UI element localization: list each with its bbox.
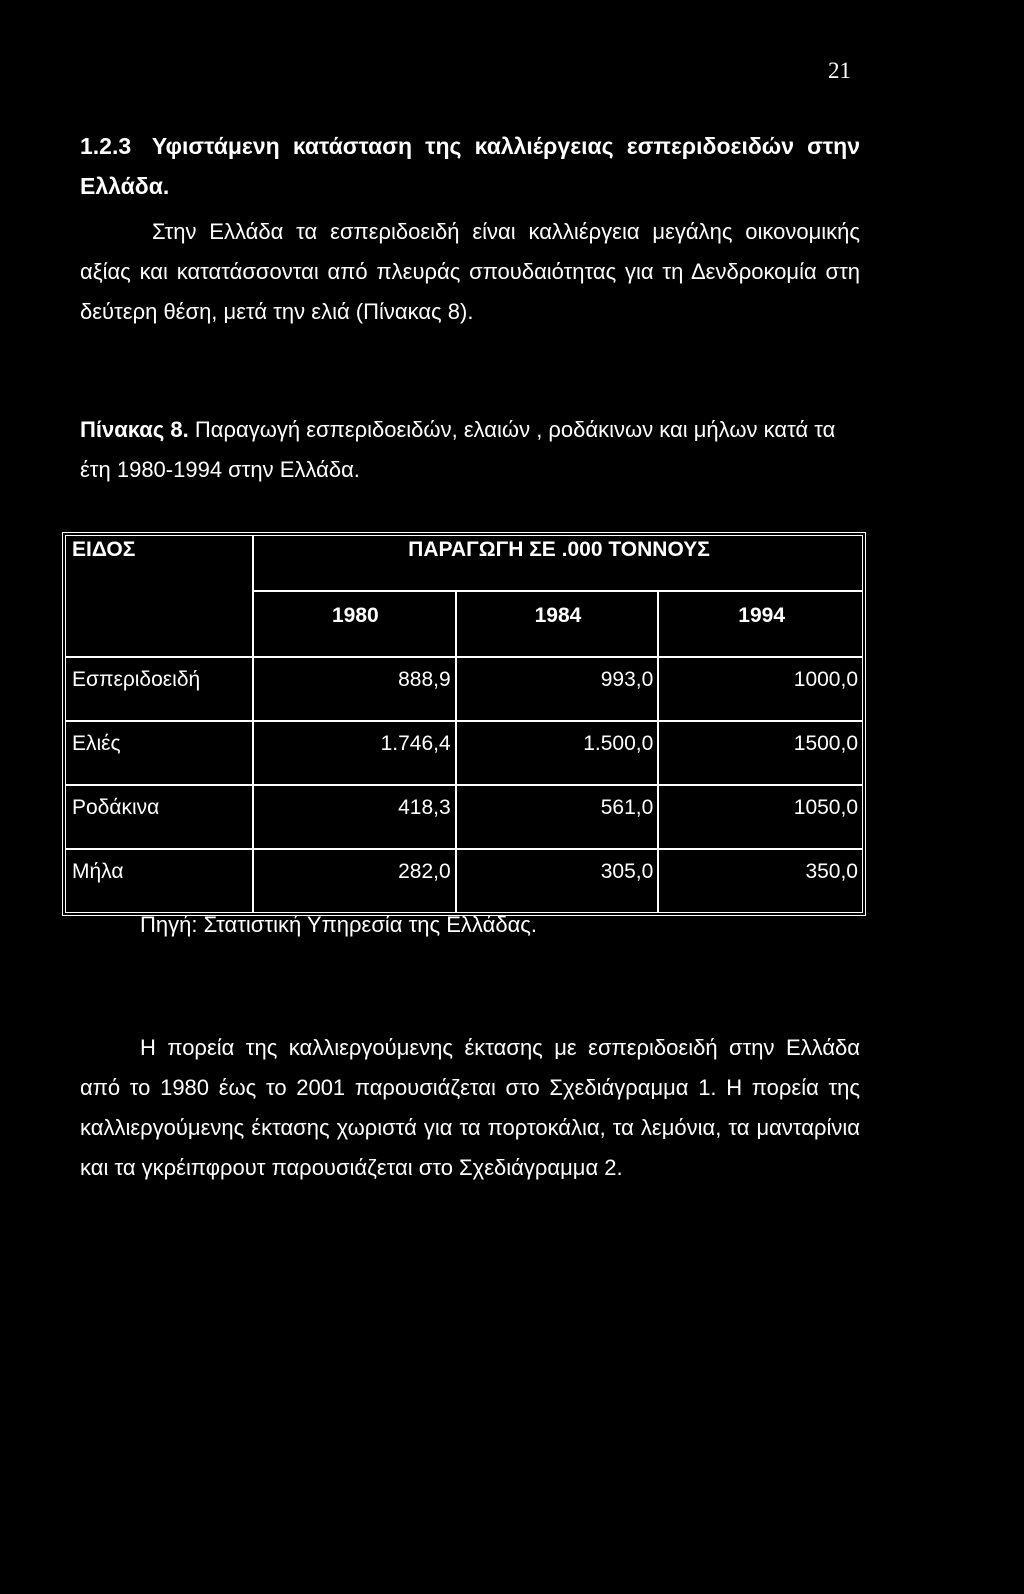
- production-table: [62, 532, 866, 916]
- production-header: ΠΑΡΑΓΩΓΗ ΣΕ .000 ΤΟΝΝΟΥΣ: [254, 536, 862, 592]
- species-cell: Εσπεριδοειδή: [66, 658, 254, 722]
- table-caption-label: Πίνακας 8.: [80, 417, 189, 442]
- page-number: 21: [828, 58, 851, 83]
- source-note: Πηγή: Στατιστική Υπηρεσία της Ελλάδας.: [140, 912, 537, 937]
- year-header: 1984: [457, 592, 660, 658]
- value-cell: 888,9: [254, 658, 457, 722]
- species-cell: Ελιές: [66, 722, 254, 786]
- table-row: [66, 658, 862, 722]
- table-row: [66, 850, 862, 912]
- species-header: ΕΙΔΟΣ: [66, 536, 254, 658]
- value-cell: 1500,0: [659, 722, 862, 786]
- table-header-row: [66, 536, 862, 592]
- species-cell: Μήλα: [66, 850, 254, 912]
- year-header: 1994: [659, 592, 862, 658]
- table-row: [66, 786, 862, 850]
- closing-paragraph: Η πορεία της καλλιεργούμενης έκτασης με εσπεριδοειδή στην Ελλάδα από το 1980 έως το 2001 παρουσιάζεται στο Σχεδιάγραμμα 1. Η πορεία της καλλιεργούμενης έκτασης χωριστά για τα πορτοκάλια, τα λεμόνια, τα μανταρίνια και τα γκρέιπφρουτ παρουσιάζεται στο Σχεδιάγραμμα 2.: [80, 1035, 860, 1180]
- value-cell: 561,0: [457, 786, 660, 850]
- section-title: Υφιστάμενη κατάσταση της καλλιέργειας εσπεριδοειδών στην Ελλάδα.: [80, 133, 860, 199]
- value-cell: 993,0: [457, 658, 660, 722]
- value-cell: 1000,0: [659, 658, 862, 722]
- value-cell: 350,0: [805, 860, 858, 883]
- table-caption-text: Παραγωγή εσπεριδοειδών, ελαιών , ροδάκινων και μήλων κατά τα έτη 1980-1994 στην Ελλάδα.: [80, 417, 836, 482]
- table-row: [66, 722, 862, 786]
- value-cell: 1050,0: [659, 786, 862, 850]
- value-cell: 1.500,0: [457, 722, 660, 786]
- section-heading: [80, 126, 860, 206]
- section-number: 1.2.3: [80, 133, 132, 159]
- value-cell: 282,0: [254, 850, 457, 912]
- species-cell: Ροδάκινα: [66, 786, 254, 850]
- value-cell: 305,0: [457, 850, 660, 912]
- intro-paragraph: Στην Ελλάδα τα εσπεριδοειδή είναι καλλιέργεια μεγάλης οικονομικής αξίας και κατατάσσονται από πλευράς σπουδαιότητας για τη Δενδροκομία στη δεύτερη θέση, μετά την ελιά (Πίνακας 8).: [80, 219, 860, 324]
- year-header: 1980: [254, 592, 457, 658]
- value-cell: 418,3: [254, 786, 457, 850]
- table-caption: [80, 410, 860, 490]
- value-cell: 1.746,4: [254, 722, 457, 786]
